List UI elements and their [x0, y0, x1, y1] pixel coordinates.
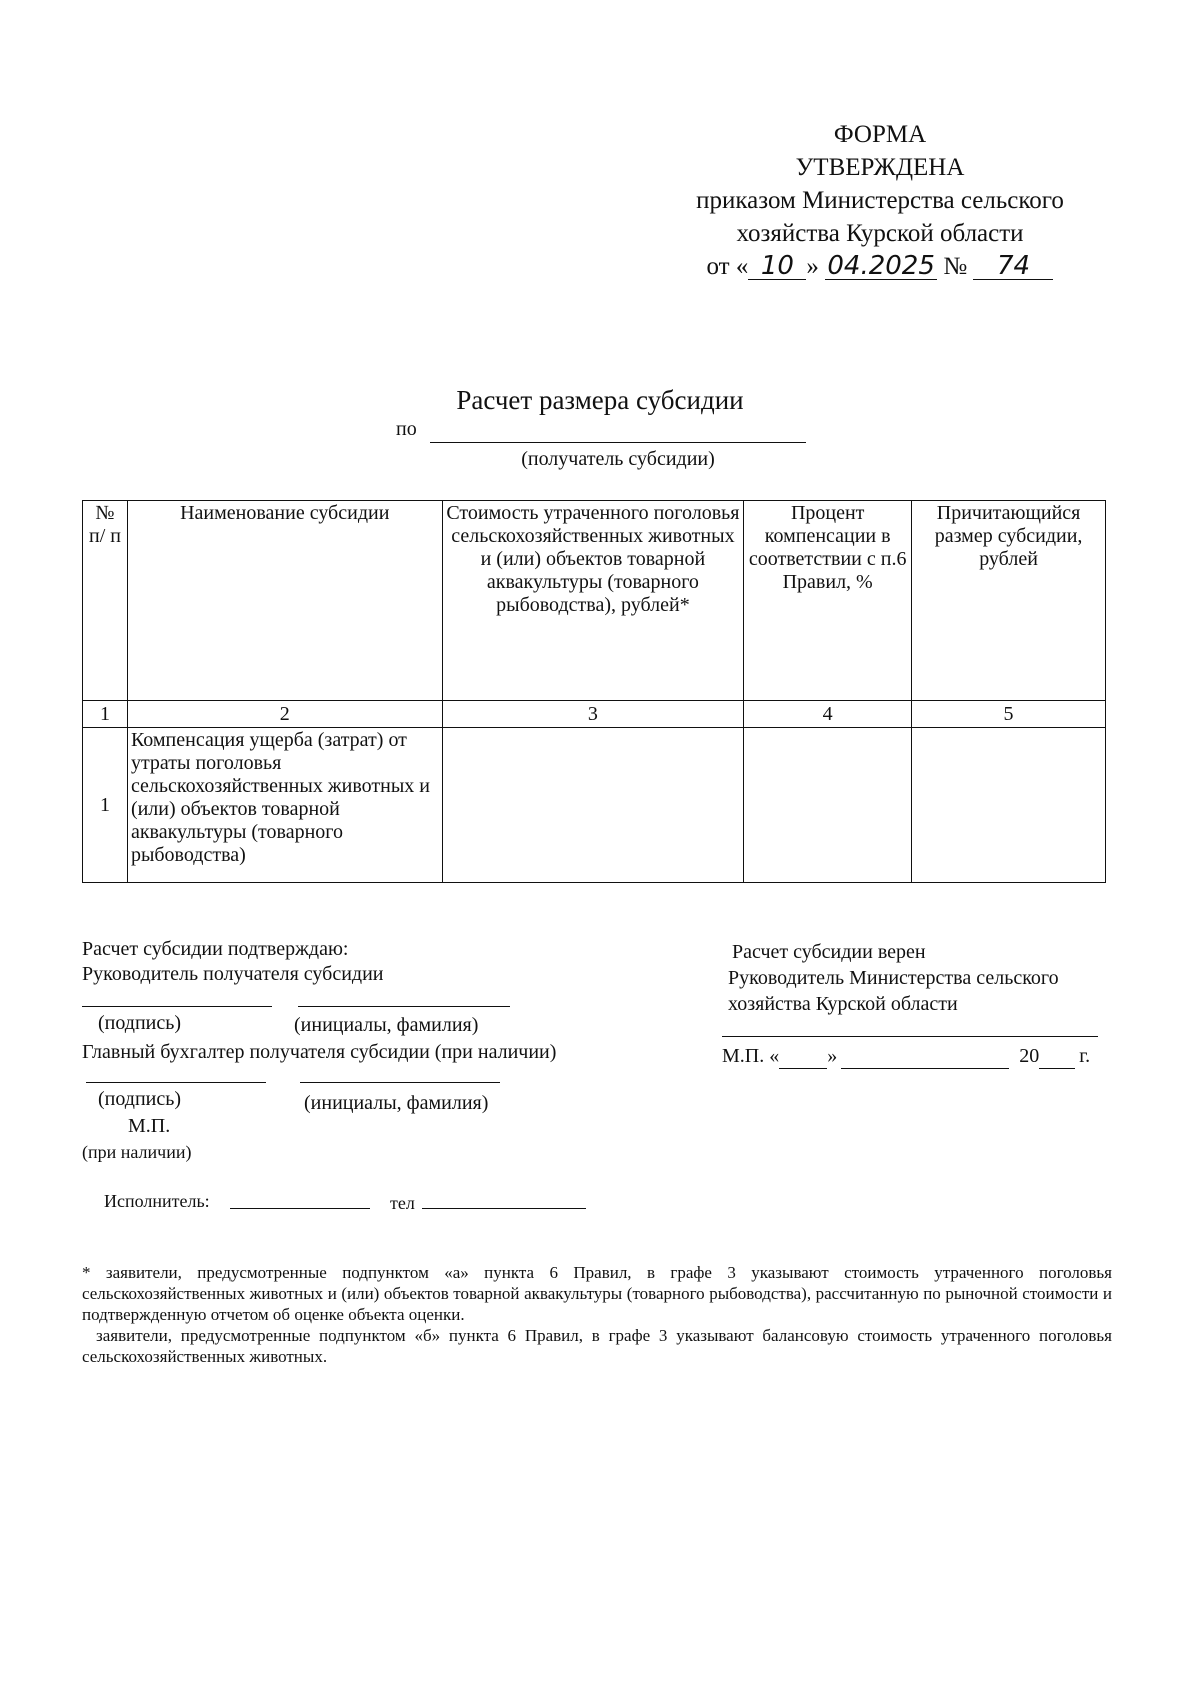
approval-block [600, 118, 1160, 283]
column-number-2: 2 [127, 701, 442, 728]
column-number-1: 1 [83, 701, 128, 728]
date-day-handwritten: 10 [748, 253, 806, 280]
ministry-signature-line[interactable] [722, 1036, 1098, 1037]
head-signature-caption: (подпись) [98, 1012, 182, 1034]
row-subsidy-name: Компенсация ущерба (затрат) от утраты поголовья сельскохозяйственных животных и (или) объектов товарной аквакультуры (товарного рыбоводства) [127, 728, 442, 883]
recipient-input-line[interactable] [430, 442, 806, 443]
row-number: 1 [83, 728, 128, 883]
date-quote-close: » [806, 253, 819, 280]
header-subsidy-amount: Причитающийся размер субсидии, рублей [912, 501, 1106, 701]
head-initials-caption: (инициалы, фамилия) [294, 1014, 479, 1036]
date-month-input[interactable] [841, 1044, 1009, 1069]
subsidy-table [82, 500, 1106, 883]
confirm-label: Расчет субсидии подтверждаю: [82, 938, 349, 960]
row-percent-cell[interactable] [744, 728, 912, 883]
table-header-row [83, 501, 1106, 701]
mp-date-quote: » [827, 1045, 838, 1067]
header-subsidy-name: Наименование субсидии [127, 501, 442, 701]
recipient-head-label: Руководитель получателя субсидии [82, 963, 384, 985]
approval-date-line [600, 250, 1160, 283]
column-number-3: 3 [442, 701, 744, 728]
if-any-label: (при наличии) [82, 1142, 192, 1162]
head-initials-line[interactable] [298, 1006, 510, 1007]
po-label: по [396, 418, 417, 440]
approval-ministry-line: хозяйства Курской области [736, 220, 1024, 247]
year-input[interactable] [1039, 1044, 1075, 1069]
page-title: Расчет размера субсидии [456, 385, 744, 415]
accountant-label: Главный бухгалтер получателя субсидии (при наличии) [82, 1041, 557, 1063]
approval-order-line: приказом Министерства сельского [696, 187, 1064, 214]
date-day-input[interactable] [779, 1044, 827, 1069]
tel-input-line[interactable] [422, 1208, 586, 1209]
date-month-year-handwritten: 04.2025 [825, 253, 937, 280]
column-number-4: 4 [744, 701, 912, 728]
accountant-initials-line[interactable] [300, 1082, 500, 1083]
mp-date-line [722, 1044, 1090, 1069]
ministry-head-label-1: Руководитель Министерства сельского [728, 967, 1059, 989]
header-number: № п/ п [83, 501, 128, 701]
accountant-initials-caption: (инициалы, фамилия) [304, 1092, 489, 1114]
recipient-caption: (получатель субсидии) [521, 448, 715, 470]
year-suffix: г. [1079, 1045, 1091, 1067]
mp-label: М.П. [128, 1115, 171, 1137]
footnote-paragraph-a: * заявители, предусмотренные подпунктом «а» пункта 6 Правил, в графе 3 указывают стоимость утраченного поголовья сельскохозяйственных животных и (или) объектов товарной аквакультуры (товарного рыбоводства), рассчитанную по рыночной стоимости и подтвержденную отчетом об оценке объекта оценки. [82, 1263, 1112, 1324]
order-number-label: № [943, 253, 968, 280]
column-number-row [83, 701, 1106, 728]
date-from-label: от « [706, 253, 749, 280]
head-signature-line[interactable] [82, 1006, 272, 1007]
footnote-paragraph-b: заявители, предусмотренные подпунктом «б» пункта 6 Правил, в графе 3 указывают балансовую стоимость утраченного поголовья сельскохозяйственных животных. [82, 1326, 1112, 1366]
ministry-head-label-2: хозяйства Курской области [728, 993, 958, 1015]
order-number-handwritten: 74 [973, 253, 1053, 280]
accountant-signature-caption: (подпись) [98, 1088, 182, 1110]
correct-label: Расчет субсидии верен [732, 941, 926, 963]
column-number-5: 5 [912, 701, 1106, 728]
approval-approved-label: УТВЕРЖДЕНА [795, 154, 965, 181]
year-prefix: 20 [1019, 1045, 1040, 1067]
footnote [82, 1262, 1112, 1367]
row-lost-cost-cell[interactable] [442, 728, 744, 883]
mp-date-prefix: М.П. « [722, 1045, 780, 1067]
executor-label: Исполнитель: [104, 1191, 210, 1211]
accountant-signature-line[interactable] [86, 1082, 266, 1083]
approval-form-label: ФОРМА [833, 121, 927, 148]
tel-label: тел [390, 1193, 415, 1213]
row-amount-cell[interactable] [912, 728, 1106, 883]
header-compensation-percent: Процент компенсации в соответствии с п.6 Правил, % [744, 501, 912, 701]
header-lost-cost: Стоимость утраченного поголовья сельскохозяйственных животных и (или) объектов товарной аквакультуры (товарного рыбоводства), рублей* [442, 501, 744, 701]
executor-input-line[interactable] [230, 1208, 370, 1209]
table-row [83, 728, 1106, 883]
